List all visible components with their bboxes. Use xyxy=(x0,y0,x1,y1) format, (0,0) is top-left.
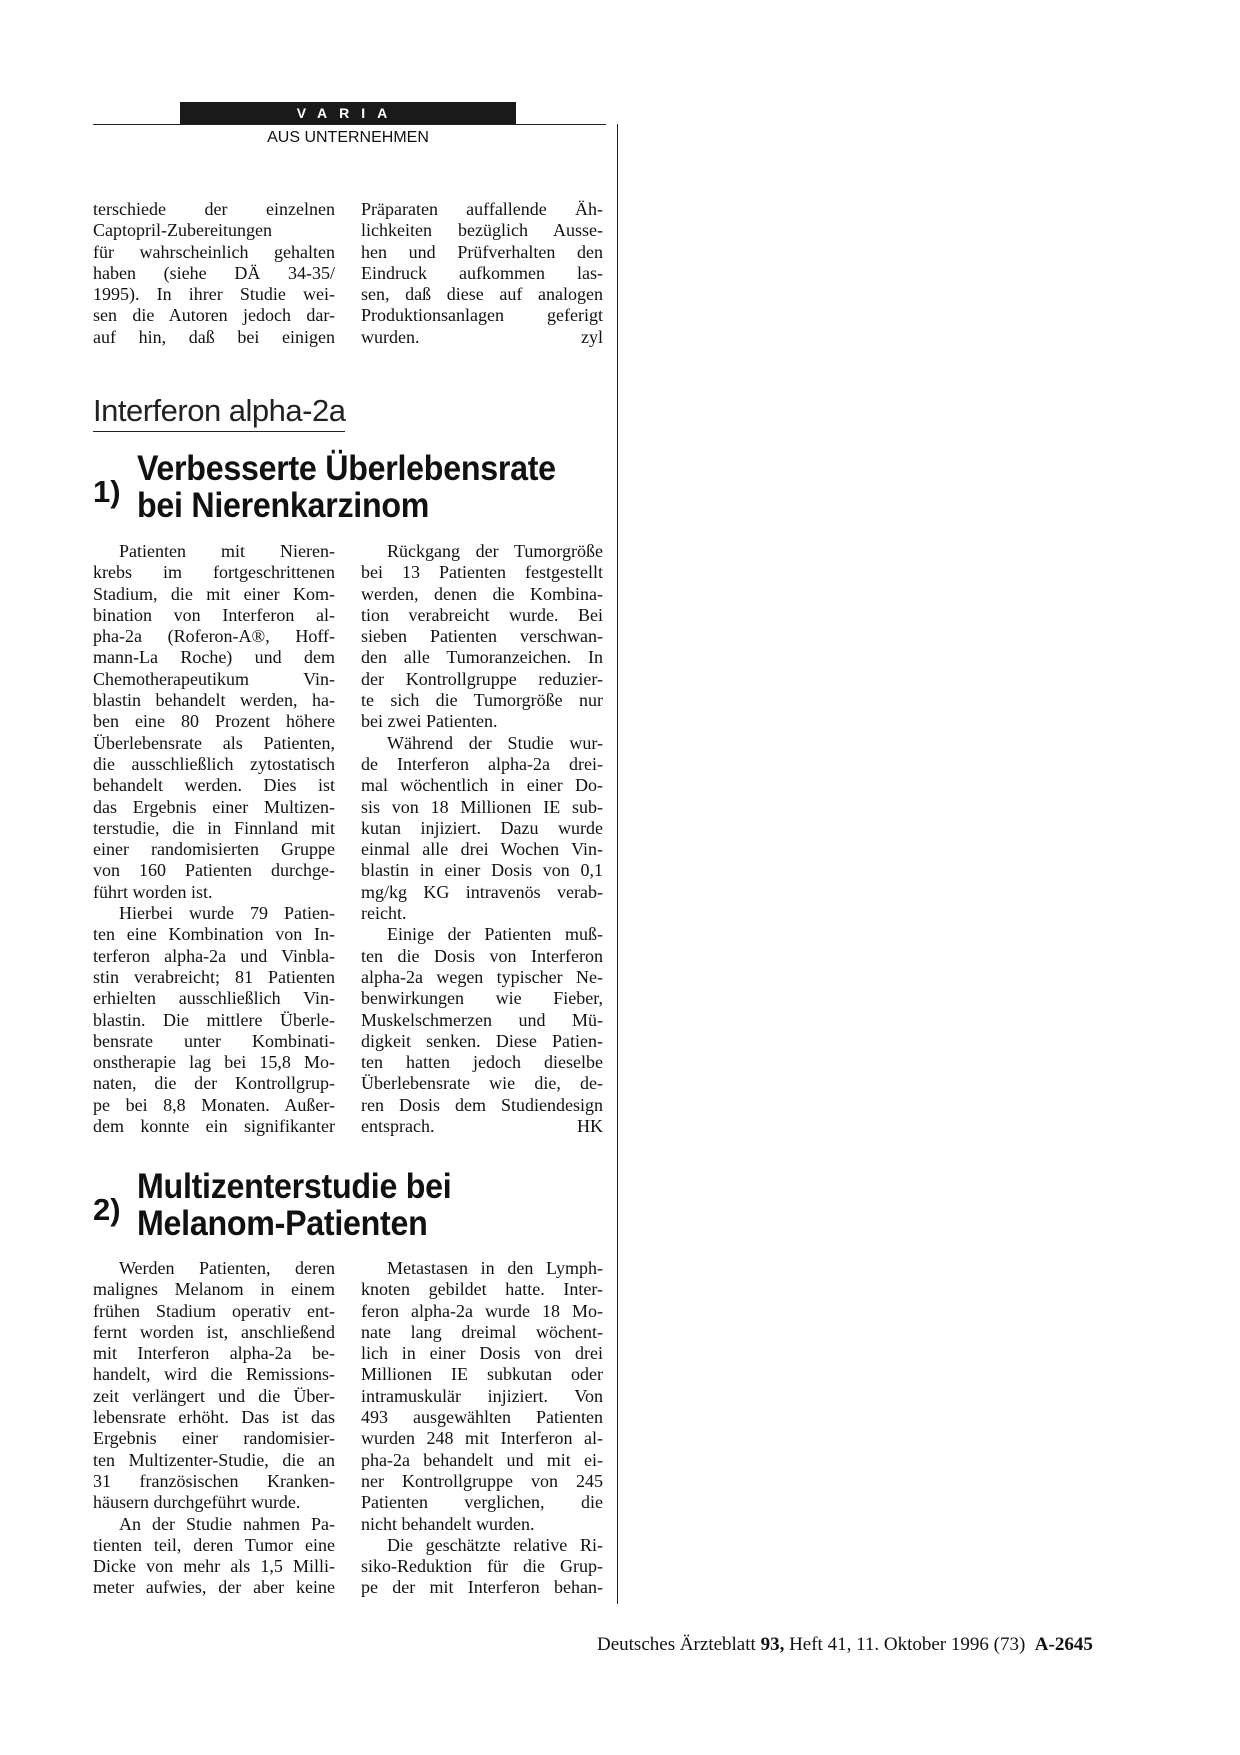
text-line: ten hatten jedoch dieselbe xyxy=(361,1052,603,1073)
text-line: mit Interferon alpha-2a be- xyxy=(93,1343,335,1364)
text-line: führt worden ist. xyxy=(93,881,213,902)
article1-left-column xyxy=(93,541,335,1137)
text-line: 1995). In ihrer Studie wei- xyxy=(93,284,335,305)
article2-headline xyxy=(93,1168,479,1242)
text-line: 493 ausgewählten Patienten xyxy=(361,1407,603,1428)
text-line: benwirkungen wie Fieber, xyxy=(361,988,603,1009)
text-line: für wahrscheinlich gehalten xyxy=(93,241,335,262)
paragraph xyxy=(361,1535,603,1599)
article1-title xyxy=(137,450,556,524)
text-line: sis von 18 Millionen IE sub- xyxy=(361,796,603,817)
paragraph xyxy=(93,541,335,903)
intro-last-line: wurden. xyxy=(361,326,420,347)
text-line: kutan injiziert. Dazu wurde xyxy=(361,817,603,838)
text-line: digkeit senken. Diese Patien- xyxy=(361,1030,603,1051)
text-line: krebs im fortgeschrittenen xyxy=(93,562,335,583)
text-line: nate lang dreimal wöchent- xyxy=(361,1321,603,1342)
article2-left-column xyxy=(93,1258,335,1599)
text-line: Produktionsanlagen geferigt xyxy=(361,305,603,326)
article1-last-line: entsprach. xyxy=(361,1116,435,1137)
text-line: Ergebnis einer randomisier- xyxy=(93,1428,335,1449)
text-line: bei zwei Patienten. xyxy=(361,711,498,732)
text-line: nicht behandelt wurden. xyxy=(361,1513,535,1534)
text-line: Überlebensrate als Patienten, xyxy=(93,732,335,753)
text-line: mal wöchentlich in einer Do- xyxy=(361,775,603,796)
article2-title-line2: Melanom-Patienten xyxy=(137,1204,428,1243)
article1-signature: HK xyxy=(577,1116,603,1137)
footer-journal: Deutsches Ärzteblatt xyxy=(597,1634,756,1655)
text-line: knoten gebildet hatte. Inter- xyxy=(361,1279,603,1300)
intro-right-column xyxy=(361,199,603,348)
text-line: sen, daß diese auf analogen xyxy=(361,284,603,305)
intro-left-column xyxy=(93,199,335,348)
text-line: einer randomisierten Gruppe xyxy=(93,839,335,860)
text-line: ten Multizenter-Studie, die an xyxy=(93,1449,335,1470)
text-line: 31 französischen Kranken- xyxy=(93,1470,335,1491)
text-line: alpha-2a wegen typischer Ne- xyxy=(361,966,603,987)
article2-title xyxy=(137,1168,451,1242)
text-line: ten eine Kombination von In- xyxy=(93,924,335,945)
text-line: sieben Patienten verschwan- xyxy=(361,626,603,647)
text-line: Millionen IE subkutan oder xyxy=(361,1364,603,1385)
article1-title-line2: bei Nierenkarzinom xyxy=(137,486,430,525)
text-line: wurden 248 mit Interferon al- xyxy=(361,1428,603,1449)
text-line: blastin behandelt werden, ha- xyxy=(93,690,335,711)
text-line: bensrate unter Kombinati- xyxy=(93,1030,335,1051)
footer-issue: Heft 41, 11. Oktober 1996 (73) xyxy=(789,1634,1026,1655)
text-line: frühen Stadium operativ ent- xyxy=(93,1300,335,1321)
text-line: pe der mit Interferon behan- xyxy=(361,1577,603,1598)
topic-heading: Interferon alpha-2a xyxy=(93,393,345,432)
section-banner: VARIA xyxy=(180,102,516,124)
text-line: Werden Patienten, deren xyxy=(119,1258,335,1278)
text-line: terstudie, die in Finnland mit xyxy=(93,817,335,838)
column-divider xyxy=(617,124,618,1604)
text-line: lichkeiten bezüglich Ausse- xyxy=(361,220,603,241)
text-line: Einige der Patienten muß- xyxy=(387,924,603,945)
text-line: feron alpha-2a wurde 18 Mo- xyxy=(361,1300,603,1321)
text-line: malignes Melanom in einem xyxy=(93,1279,335,1300)
text-line: bei 13 Patienten festgestellt xyxy=(361,562,603,583)
paragraph xyxy=(361,541,603,733)
footer-page: A-2645 xyxy=(1034,1634,1093,1655)
text-line: te sich die Tumorgröße nur xyxy=(361,690,603,711)
text-line: Eindruck aufkommen las- xyxy=(361,262,603,283)
text-line: bination von Interferon al- xyxy=(93,604,335,625)
text-line: intramuskulär injiziert. Von xyxy=(361,1385,603,1406)
text-line: den alle Tumoranzeichen. In xyxy=(361,647,603,668)
text-line: Muskelschmerzen und Mü- xyxy=(361,1009,603,1030)
text-line: der Kontrollgruppe reduzier- xyxy=(361,668,603,689)
article1-title-line1: Verbesserte Überlebensrate xyxy=(137,449,556,488)
text-line: das Ergebnis einer Multizen- xyxy=(93,796,335,817)
text-line: auf hin, daß bei einigen xyxy=(93,326,335,347)
text-line: dem konnte ein signifikanter xyxy=(93,1116,335,1137)
text-line: hen und Prüfverhalten den xyxy=(361,241,603,262)
text-line: handelt, wird die Remissions- xyxy=(93,1364,335,1385)
paragraph xyxy=(93,903,335,1137)
text-line: behandelt werden. Dies ist xyxy=(93,775,335,796)
text-line: mg/kg KG intravenös verab- xyxy=(361,881,603,902)
text-line: blastin in einer Dosis von 0,1 xyxy=(361,860,603,881)
text-line: Stadium, die mit einer Kom- xyxy=(93,583,335,604)
text-line: Überlebensrate wie die, de- xyxy=(361,1073,603,1094)
text-line: mann-La Roche) und dem xyxy=(93,647,335,668)
text-line: Captopril-Zubereitungen xyxy=(93,220,272,241)
text-line: pha-2a (Roferon-A®, Hoff- xyxy=(93,626,335,647)
paragraph xyxy=(361,733,603,925)
text-line: ten die Dosis von Interferon xyxy=(361,945,603,966)
paragraph xyxy=(361,924,603,1116)
article1-signature-line xyxy=(361,1116,603,1137)
text-line: siko-Reduktion für die Grup- xyxy=(361,1556,603,1577)
page-footer xyxy=(597,1634,1093,1656)
intro-signature-line xyxy=(361,327,603,348)
text-line: meter aufwies, der aber keine xyxy=(93,1577,335,1598)
text-line: onstherapie lag bei 15,8 Mo- xyxy=(93,1052,335,1073)
article2-number: 2) xyxy=(93,1192,121,1227)
article2-right-column xyxy=(361,1258,603,1599)
text-line: An der Studie nahmen Pa- xyxy=(119,1513,335,1534)
text-line: ren Dosis dem Studiendesign xyxy=(361,1094,603,1115)
text-line: ner Kontrollgruppe von 245 xyxy=(361,1470,603,1491)
text-line: terschiede der einzelnen xyxy=(93,199,335,219)
text-line: lich in einer Dosis von drei xyxy=(361,1343,603,1364)
text-line: haben (siehe DÄ 34-35/ xyxy=(93,262,335,283)
text-line: pe bei 8,8 Monaten. Außer- xyxy=(93,1094,335,1115)
footer-volume: 93, xyxy=(760,1634,785,1655)
text-line: ben eine 80 Prozent höhere xyxy=(93,711,335,732)
text-line: einmal alle drei Wochen Vin- xyxy=(361,839,603,860)
paragraph xyxy=(93,199,335,348)
text-line: naten, die der Kontrollgrup- xyxy=(93,1073,335,1094)
text-line: Rückgang der Tumorgröße xyxy=(387,541,603,561)
text-line: erhielten ausschließlich Vin- xyxy=(93,988,335,1009)
subsection-label: AUS UNTERNEHMEN xyxy=(267,129,429,146)
text-line: werden, denen die Kombina- xyxy=(361,583,603,604)
text-line: reicht. xyxy=(361,903,407,924)
text-line: Metastasen in den Lymph- xyxy=(387,1258,603,1278)
text-line: Hierbei wurde 79 Patien- xyxy=(119,903,335,924)
text-line: zeit verlängert und die Über- xyxy=(93,1385,335,1406)
text-line: de Interferon alpha-2a drei- xyxy=(361,753,603,774)
paragraph xyxy=(93,1514,335,1599)
text-line: tion verabreicht wurde. Bei xyxy=(361,604,603,625)
text-line: häusern durchgeführt wurde. xyxy=(93,1492,301,1513)
text-line: Präparaten auffallende Äh- xyxy=(361,199,603,219)
text-line: Patienten verglichen, die xyxy=(361,1492,603,1513)
text-line: Patienten mit Nieren- xyxy=(119,541,335,561)
text-line: terferon alpha-2a und Vinbla- xyxy=(93,945,335,966)
text-line: tienten teil, deren Tumor eine xyxy=(93,1534,335,1555)
text-line: Während der Studie wur- xyxy=(387,732,603,753)
paragraph xyxy=(361,1258,603,1535)
text-line: von 160 Patienten durchge- xyxy=(93,860,335,881)
article1-right-column xyxy=(361,541,603,1137)
text-line: lebensrate erhöht. Das ist das xyxy=(93,1407,335,1428)
article1-number: 1) xyxy=(93,474,121,509)
article2-title-line1: Multizenterstudie bei xyxy=(137,1167,452,1206)
text-line: stin verabreicht; 81 Patienten xyxy=(93,966,335,987)
text-line: Die geschätzte relative Ri- xyxy=(387,1534,603,1555)
paragraph xyxy=(361,199,603,327)
text-line: Chemotherapeutikum Vin- xyxy=(93,668,335,689)
text-line: pha-2a behandelt und mit ei- xyxy=(361,1449,603,1470)
header-rule xyxy=(93,124,606,125)
article1-headline xyxy=(93,450,592,524)
intro-signature: zyl xyxy=(581,326,603,347)
paragraph xyxy=(93,1258,335,1514)
text-line: die ausschließlich zytostatisch xyxy=(93,753,335,774)
text-line: sen die Autoren jedoch dar- xyxy=(93,305,335,326)
text-line: blastin. Die mittlere Überle- xyxy=(93,1009,335,1030)
text-line: Dicke von mehr als 1,5 Milli- xyxy=(93,1556,335,1577)
text-line: fernt worden ist, anschließend xyxy=(93,1321,335,1342)
